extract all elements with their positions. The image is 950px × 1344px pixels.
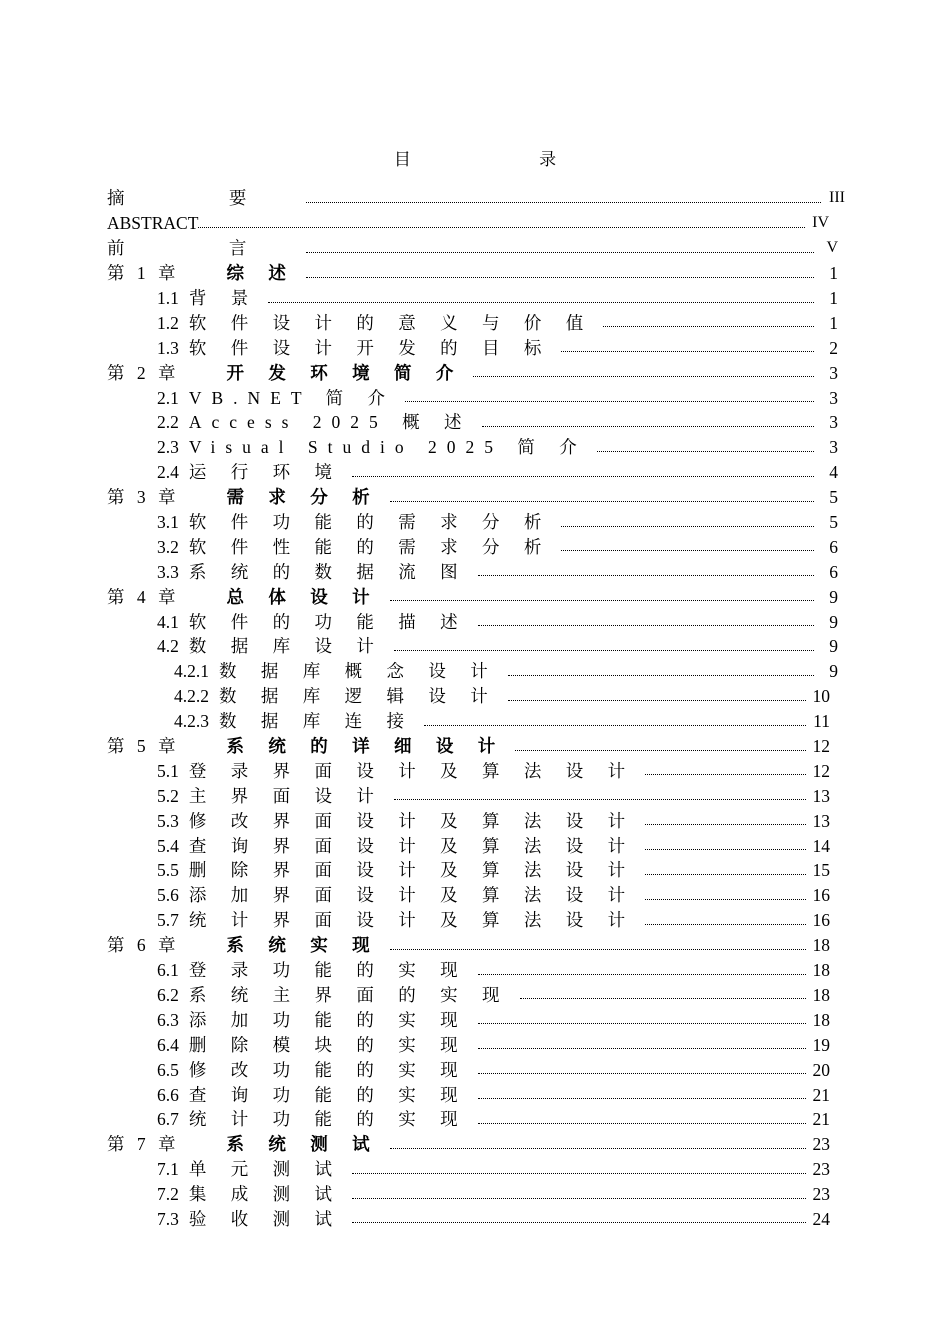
toc-entry[interactable] [0,435,838,460]
toc-entry-title: 添 加 界 面 设 计 及 算 法 设 计 [188,885,636,906]
toc-list [0,186,950,1231]
toc-entry-title: 登 录 功 能 的 实 现 [188,960,468,981]
toc-entry[interactable] [0,958,830,983]
toc-page-number: 23 [812,1184,830,1205]
toc-leader-dots [478,1123,806,1124]
toc-entry-number: 2.4 [157,462,179,483]
toc-entry-title: 运 行 环 境 [188,462,342,483]
toc-leader-dots [508,675,814,676]
toc-entry-title: 删 除 模 块 的 实 现 [188,1034,468,1055]
toc-entry-number: 4.2 [157,636,179,657]
toc-entry-title: 综 述 [226,263,296,284]
toc-leader-dots [390,1148,806,1149]
toc-page-number: 20 [812,1059,830,1080]
toc-entry-title: 前 言 [107,238,297,259]
toc-entry-title: 系 统 的 数 据 流 图 [188,561,468,582]
toc-leader-dots [478,1098,806,1099]
toc-leader-dots [478,1048,806,1049]
toc-page-number: 2 [829,337,838,358]
toc-leader-dots [561,526,814,527]
toc-entry[interactable] [0,559,838,584]
toc-entry-label [157,983,510,1007]
toc-entry-label [157,560,468,584]
toc-entry-number: 7.2 [157,1184,179,1205]
toc-entry[interactable] [0,335,838,360]
toc-entry[interactable] [0,584,838,609]
toc-entry-number: 第 6 章 [107,935,180,956]
toc-entry-title: 总 体 设 计 [226,586,380,607]
toc-entry-title: 添 加 功 能 的 实 现 [188,1009,468,1030]
toc-page-number: 5 [829,512,838,533]
toc-entry[interactable] [0,609,838,634]
toc-entry-number: 2.1 [157,387,179,408]
toc-page-number: 11 [813,711,830,732]
toc-leader-dots [478,575,814,576]
toc-entry-title: ABSTRACT [107,213,199,234]
toc-entry-label [157,1182,342,1206]
toc-page-number: 1 [829,288,838,308]
toc-entry-label [157,1157,342,1181]
toc-entry-number: 6.2 [157,984,179,1005]
toc-entry-number: 6.3 [157,1009,179,1030]
toc-leader-dots [508,700,806,701]
toc-leader-dots [473,376,814,377]
toc-page-number: 18 [812,935,830,956]
toc-page-number: 19 [812,1034,830,1055]
toc-entry-number: 3.1 [157,512,179,533]
toc-entry-number: 第 7 章 [107,1134,180,1155]
toc-entry-label [157,809,635,833]
toc-entry[interactable] [0,1032,830,1057]
toc-entry[interactable] [0,1157,830,1182]
toc-entry-label [107,1132,380,1156]
toc-leader-dots [603,326,814,327]
toc-leader-dots [352,1173,806,1174]
toc-entry[interactable] [0,534,838,559]
toc-page-number: 12 [812,760,830,781]
toc-entry-title: 数 据 库 逻 辑 设 计 [219,686,498,707]
toc-page-number: V [826,239,838,257]
toc-entry[interactable] [0,460,838,485]
toc-entry-number: 第 2 章 [107,362,180,383]
toc-page-number: 18 [812,960,830,981]
toc-leader-dots [515,750,806,751]
toc-entry-number: 1.3 [157,337,179,358]
toc-entry-label [157,435,587,459]
toc-entry-label [157,1008,468,1032]
toc-entry[interactable] [0,933,830,958]
toc-page-number: 3 [829,362,838,383]
toc-page-number: 6 [829,561,838,582]
toc-entry-number: 5.3 [157,810,179,831]
toc-entry-title: 验 收 测 试 [188,1208,342,1229]
toc-leader-dots [390,949,806,950]
toc-entry-title: 数 据 库 概 念 设 计 [219,661,498,682]
toc-leader-dots [645,824,806,825]
toc-page-number: III [829,189,845,207]
toc-page-number: 3 [829,387,838,408]
toc-leader-dots [394,799,806,800]
toc-page-number: 16 [812,885,830,906]
toc-entry-number: 5.7 [157,910,179,931]
toc-entry-label [107,361,463,385]
toc-page-number: 10 [812,686,830,707]
toc-entry-label [157,1083,468,1107]
toc-entry-label [157,610,468,634]
toc-entry[interactable] [0,808,830,833]
toc-entry-label [157,1033,468,1057]
toc-entry-number: 5.1 [157,760,179,781]
toc-entry-label [107,734,505,758]
toc-leader-dots [306,277,814,278]
toc-entry-label [157,858,635,882]
toc-page-number: 5 [829,487,838,508]
toc-entry[interactable] [0,1132,830,1157]
toc-entry-label [157,386,395,410]
toc-entry-label [107,261,296,285]
toc-page-number: 23 [812,1134,830,1155]
toc-entry-title: 查 询 界 面 设 计 及 算 法 设 计 [188,835,636,856]
toc-entry-number: 2.2 [157,412,179,433]
toc-entry[interactable] [0,883,830,908]
toc-leader-dots [352,476,814,477]
toc-leader-dots [306,202,821,203]
toc-entry-label [157,908,635,932]
toc-entry[interactable] [0,1007,830,1032]
toc-entry-number: 5.5 [157,860,179,881]
toc-entry[interactable] [0,360,838,385]
toc-entry[interactable] [0,833,830,858]
toc-entry[interactable] [0,709,830,734]
toc-entry-label [174,709,414,733]
toc-entry[interactable] [0,858,830,883]
toc-entry-label [157,784,384,808]
toc-entry[interactable] [0,1182,830,1207]
toc-entry-label [107,211,198,235]
toc-page-number: 9 [829,636,838,657]
toc-page-number: 14 [812,835,830,856]
toc-entry-label [107,186,296,210]
toc-entry-title: 查 询 功 能 的 实 现 [188,1084,468,1105]
toc-entry-title: 摘 要 [107,188,297,209]
toc-entry[interactable] [0,261,838,286]
toc-entry-title: 系 统 的 详 细 设 计 [226,736,506,757]
toc-entry[interactable] [0,908,830,933]
toc-page-number: 3 [829,437,838,458]
toc-entry-title: 系 统 测 试 [226,1134,380,1155]
toc-entry-label [107,485,380,509]
toc-entry-number: 5.6 [157,885,179,906]
toc-entry[interactable] [0,783,830,808]
toc-leader-dots [520,998,807,999]
toc-leader-dots [478,1023,806,1024]
toc-page-number: 15 [812,860,830,881]
toc-entry-label [174,659,498,683]
toc-leader-dots [561,351,814,352]
toc-page-number: 16 [812,910,830,931]
toc-entry-title: 数 据 库 设 计 [188,636,384,657]
toc-page-number: 21 [812,1084,830,1105]
toc-page-number: 18 [812,1009,830,1030]
toc-leader-dots [561,550,814,551]
toc-entry-title: 系 统 主 界 面 的 实 现 [188,984,510,1005]
toc-entry-title: 修 改 界 面 设 计 及 算 法 设 计 [188,810,636,831]
toc-entry-label [157,336,551,360]
toc-entry-label [157,759,635,783]
toc-entry[interactable] [0,659,838,684]
toc-leader-dots [478,625,814,626]
toc-entry[interactable] [0,211,829,236]
toc-entry-title: 软 件 性 能 的 需 求 分 析 [188,536,552,557]
toc-entry-title: 软 件 功 能 的 需 求 分 析 [188,512,552,533]
toc-page-number: 1 [829,263,838,284]
toc-entry-label [157,958,468,982]
toc-entry-label [157,510,551,534]
toc-entry-title: 主 界 面 设 计 [188,785,384,806]
toc-leader-dots [390,600,814,601]
toc-leader-dots [405,401,814,402]
toc-entry[interactable] [0,1082,830,1107]
toc-entry[interactable] [0,1207,830,1232]
toc-entry[interactable] [0,310,838,335]
toc-entry[interactable] [0,236,838,261]
toc-entry-title: 软 件 的 功 能 描 述 [188,611,468,632]
toc-entry-title: 删 除 界 面 设 计 及 算 法 设 计 [188,860,636,881]
toc-entry-number: 4.1 [157,611,179,632]
toc-entry[interactable] [0,186,845,211]
toc-leader-dots [424,725,806,726]
toc-entry-title: 登 录 界 面 设 计 及 算 法 设 计 [188,760,636,781]
toc-entry[interactable] [0,286,838,311]
toc-page-number: 18 [812,984,830,1005]
toc-entry-label [157,311,593,335]
toc-page-number: 6 [829,536,838,557]
toc-entry-label [157,460,342,484]
toc-entry-number: 4.2.3 [174,711,209,732]
toc-entry[interactable] [0,485,838,510]
toc-entry-label [107,236,296,260]
toc-entry[interactable] [0,758,830,783]
toc-entry-title: 修 改 功 能 的 实 现 [188,1059,468,1080]
toc-entry-label [157,535,551,559]
toc-leader-dots [645,899,806,900]
toc-entry[interactable] [0,634,838,659]
toc-entry-title: 统 计 功 能 的 实 现 [188,1109,468,1130]
toc-leader-dots [645,849,806,850]
toc-page-number: 9 [829,586,838,607]
toc-entry-number: 5.2 [157,785,179,806]
toc-page-number: IV [812,214,829,232]
toc-title: 目 录 [393,150,619,169]
toc-leader-dots [478,974,806,975]
toc-entry-number: 7.3 [157,1208,179,1229]
toc-leader-dots [352,1222,806,1223]
toc-entry-label [157,883,635,907]
toc-leader-dots [198,227,805,228]
toc-entry-number: 第 5 章 [107,736,180,757]
toc-entry-number: 3.3 [157,561,179,582]
toc-entry-number: 6.4 [157,1034,179,1055]
toc-entry-label [157,1107,468,1131]
toc-leader-dots [390,501,814,502]
toc-entry-title: 软 件 设 计 的 意 义 与 价 值 [188,312,594,333]
toc-leader-dots [306,252,814,253]
toc-entry-title: 背 景 [188,288,259,308]
toc-leader-dots [645,924,806,925]
toc-page-number: 24 [812,1208,830,1229]
toc-entry[interactable] [0,983,830,1008]
toc-entry-title: 数 据 库 连 接 [219,711,414,732]
toc-entry[interactable] [0,684,830,709]
toc-entry-label [157,286,258,310]
toc-leader-dots [482,426,814,427]
toc-page-number: 9 [829,661,838,682]
toc-leader-dots [645,774,806,775]
toc-entry-label [107,933,380,957]
toc-entry-number: 6.7 [157,1109,179,1130]
toc-page-number: 13 [812,785,830,806]
toc-page-number: 13 [812,810,830,831]
toc-entry-title: 软 件 设 计 开 发 的 目 标 [188,337,552,358]
toc-entry[interactable] [0,510,838,535]
toc-leader-dots [597,451,814,452]
toc-entry-title: VB.NET 简 介 [188,387,396,408]
toc-entry-number: 1.1 [157,288,179,308]
toc-entry-label [107,585,380,609]
toc-entry-label [157,834,635,858]
toc-leader-dots [478,1073,806,1074]
toc-entry-number: 第 4 章 [107,586,180,607]
toc-entry-label [174,684,498,708]
toc-leader-dots [645,874,806,875]
toc-entry-label [157,410,472,434]
toc-leader-dots [394,650,814,651]
toc-entry-label [157,1207,342,1231]
toc-entry-title: 集 成 测 试 [188,1184,342,1205]
toc-page-number: 9 [829,611,838,632]
toc-page-number: 12 [812,736,830,757]
toc-entry-number: 6.6 [157,1084,179,1105]
toc-entry-title: Access 2025 概 述 [188,412,472,433]
toc-entry[interactable] [0,734,830,759]
toc-page-number: 21 [812,1109,830,1130]
toc-entry-number: 3.2 [157,536,179,557]
toc-entry-number: 5.4 [157,835,179,856]
toc-entry-number: 1.2 [157,312,179,333]
toc-entry-number: 7.1 [157,1159,179,1180]
toc-page-number: 4 [829,462,838,483]
toc-entry-label [157,1058,468,1082]
toc-entry[interactable] [0,410,838,435]
toc-page-number: 23 [812,1159,830,1180]
toc-entry[interactable] [0,1107,830,1132]
toc-entry-number: 6.5 [157,1059,179,1080]
toc-entry[interactable] [0,1057,830,1082]
toc-page-number: 3 [829,412,838,433]
toc-entry-title: 系 统 实 现 [226,935,380,956]
toc-leader-dots [268,302,814,303]
toc-entry-number: 第 3 章 [107,487,180,508]
toc-page-number: 1 [829,312,838,333]
toc-entry-number: 4.2.2 [174,686,209,707]
toc-entry-number: 第 1 章 [107,263,180,284]
toc-entry-title: 开 发 环 境 简 介 [226,362,464,383]
toc-entry-title: 需 求 分 析 [226,487,380,508]
toc-entry[interactable] [0,385,838,410]
toc-entry-number: 6.1 [157,960,179,981]
toc-entry-title: 单 元 测 试 [188,1159,342,1180]
toc-leader-dots [352,1198,806,1199]
toc-entry-title: Visual Studio 2025 简 介 [188,437,587,458]
toc-entry-number: 2.3 [157,437,179,458]
toc-entry-label [157,634,384,658]
toc-entry-title: 统 计 界 面 设 计 及 算 法 设 计 [188,910,636,931]
toc-entry-number: 4.2.1 [174,661,209,682]
